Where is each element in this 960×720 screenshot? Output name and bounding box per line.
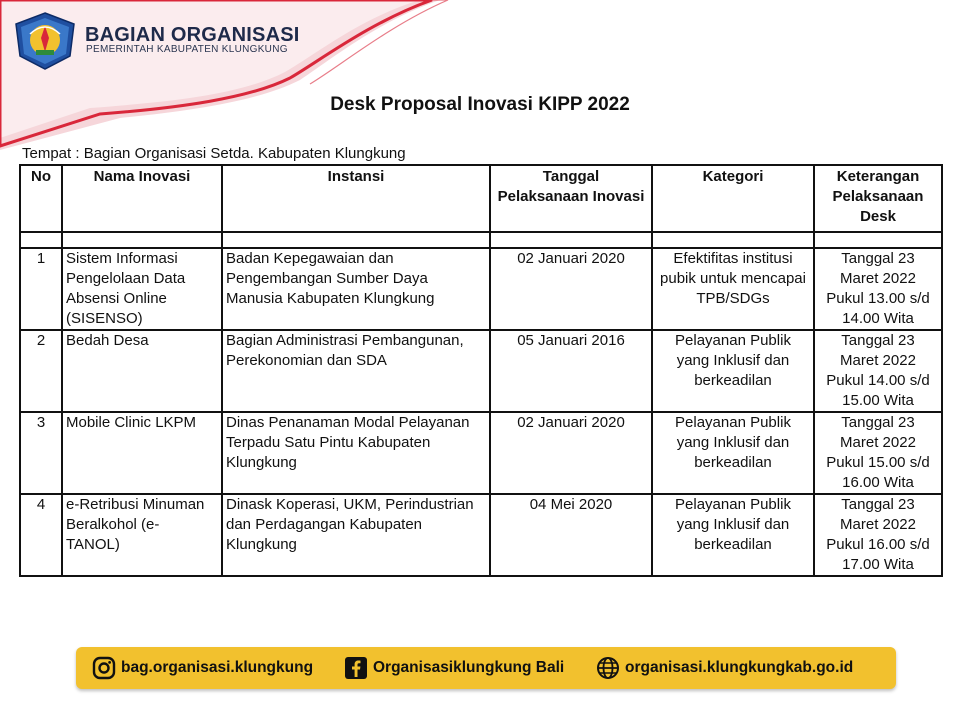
cell-instansi-line: Dinas Penanaman Modal Pelayanan bbox=[226, 414, 470, 431]
cell-instansi-line: Bagian Administrasi Pembangunan, bbox=[226, 332, 464, 349]
instagram-handle: bag.organisasi.klungkung bbox=[121, 659, 314, 676]
header-tanggal-line2: Pelaksanaan Inovasi bbox=[497, 188, 645, 205]
cell-keterangan-line: Tanggal 23 bbox=[841, 414, 915, 431]
cell-nama-inovasi-line: Mobile Clinic LKPM bbox=[66, 414, 197, 431]
cell-no: 3 bbox=[20, 412, 62, 494]
cell-keterangan-line: Pukul 16.00 s/d bbox=[826, 536, 930, 553]
cell-instansi-line: Manusia Kabupaten Klungkung bbox=[226, 290, 435, 307]
cell-kategori-line: TPB/SDGs bbox=[696, 290, 770, 307]
header-decoration bbox=[0, 0, 960, 150]
header-keterangan-line2: Pelaksanaan bbox=[832, 188, 924, 205]
cell-nama-inovasi-line: (SISENSO) bbox=[66, 310, 143, 327]
cell-kategori bbox=[652, 412, 814, 494]
cell-tanggal: 05 Januari 2016 bbox=[490, 330, 652, 412]
header-keterangan-line3: Desk bbox=[860, 208, 896, 225]
cell-kategori-line: Pelayanan Publik bbox=[675, 496, 791, 513]
cell-nama-inovasi bbox=[62, 330, 222, 412]
cell-kategori bbox=[652, 494, 814, 576]
cell-tanggal: 04 Mei 2020 bbox=[490, 494, 652, 576]
cell-keterangan-line: Maret 2022 bbox=[840, 516, 916, 533]
spacer-cell bbox=[814, 232, 942, 248]
cell-keterangan-line: 15.00 Wita bbox=[842, 392, 914, 409]
cell-instansi-line: Klungkung bbox=[226, 454, 297, 471]
cell-kategori-line: Pelayanan Publik bbox=[675, 414, 791, 431]
cell-instansi-line: Klungkung bbox=[226, 536, 297, 553]
header-instansi: Instansi bbox=[222, 165, 490, 232]
cell-keterangan-line: Tanggal 23 bbox=[841, 250, 915, 267]
klungkung-emblem-logo bbox=[14, 12, 76, 70]
cell-kategori-line: pubik untuk mencapai bbox=[660, 270, 806, 287]
cell-nama-inovasi-line: Bedah Desa bbox=[66, 332, 149, 349]
place-text: Tempat : Bagian Organisasi Setda. Kabupaten Klungkung bbox=[22, 145, 406, 162]
header-kategori: Kategori bbox=[652, 165, 814, 232]
cell-kategori bbox=[652, 330, 814, 412]
cell-kategori-line: berkeadilan bbox=[694, 536, 772, 553]
cell-nama-inovasi-line: Sistem Informasi bbox=[66, 250, 178, 267]
header-keterangan bbox=[814, 165, 942, 232]
spacer-cell bbox=[652, 232, 814, 248]
header-no: No bbox=[20, 165, 62, 232]
header-nama-inovasi: Nama Inovasi bbox=[62, 165, 222, 232]
cell-kategori-line: Efektifitas institusi bbox=[673, 250, 793, 267]
header-keterangan-line1: Keterangan bbox=[836, 168, 920, 185]
cell-keterangan-line: Pukul 15.00 s/d bbox=[826, 454, 930, 471]
cell-nama-inovasi-line: e-Retribusi Minuman bbox=[66, 496, 205, 513]
website-url: organisasi.klungkungkab.go.id bbox=[625, 659, 854, 676]
cell-kategori-line: Pelayanan Publik bbox=[675, 332, 791, 349]
cell-keterangan-line: 16.00 Wita bbox=[842, 474, 914, 491]
spacer-cell bbox=[490, 232, 652, 248]
cell-no: 4 bbox=[20, 494, 62, 576]
spacer-cell bbox=[20, 232, 62, 248]
cell-keterangan bbox=[814, 330, 942, 412]
cell-no: 1 bbox=[20, 248, 62, 330]
footer-website[interactable] bbox=[596, 656, 853, 680]
cell-keterangan-line: Tanggal 23 bbox=[841, 332, 915, 349]
brand-subtitle: PEMERINTAH KABUPATEN KLUNGKUNG bbox=[86, 44, 288, 55]
cell-nama-inovasi-line: Absensi Online bbox=[66, 290, 167, 307]
cell-keterangan-line: 17.00 Wita bbox=[842, 556, 914, 573]
cell-nama-inovasi-line: Beralkohol (e- bbox=[66, 516, 160, 533]
cell-keterangan-line: Tanggal 23 bbox=[841, 496, 915, 513]
cell-instansi bbox=[222, 494, 490, 576]
cell-keterangan-line: Pukul 13.00 s/d bbox=[826, 290, 930, 307]
spacer-cell bbox=[62, 232, 222, 248]
cell-instansi-line: dan Perdagangan Kabupaten bbox=[226, 516, 423, 533]
cell-no: 2 bbox=[20, 330, 62, 412]
cell-instansi-line: Badan Kepegawaian dan bbox=[226, 250, 394, 267]
cell-instansi bbox=[222, 330, 490, 412]
cell-instansi-line: Terpadu Satu Pintu Kabupaten bbox=[226, 434, 431, 451]
cell-keterangan bbox=[814, 494, 942, 576]
innovation-table bbox=[19, 164, 943, 577]
cell-kategori-line: berkeadilan bbox=[694, 454, 772, 471]
cell-instansi bbox=[222, 412, 490, 494]
cell-kategori-line: berkeadilan bbox=[694, 372, 772, 389]
cell-keterangan-line: 14.00 Wita bbox=[842, 310, 914, 327]
cell-instansi-line: Pengembangan Sumber Daya bbox=[226, 270, 428, 287]
cell-nama-inovasi bbox=[62, 412, 222, 494]
document-title: Desk Proposal Inovasi KIPP 2022 bbox=[330, 94, 630, 115]
spacer-cell bbox=[222, 232, 490, 248]
instagram-icon bbox=[92, 656, 116, 680]
cell-keterangan-line: Maret 2022 bbox=[840, 352, 916, 369]
cell-kategori-line: yang Inklusif dan bbox=[676, 516, 790, 533]
table-spacer-row bbox=[20, 232, 942, 248]
cell-keterangan bbox=[814, 248, 942, 330]
footer-instagram[interactable] bbox=[92, 656, 313, 680]
brand-title: BAGIAN ORGANISASI bbox=[85, 24, 300, 46]
footer-facebook[interactable] bbox=[344, 656, 564, 680]
footer-social-bar bbox=[76, 647, 896, 689]
cell-nama-inovasi-line: TANOL) bbox=[66, 536, 120, 553]
cell-instansi-line: Perekonomian dan SDA bbox=[226, 352, 387, 369]
table-header-row bbox=[20, 165, 942, 232]
header-tanggal-line1: Tanggal bbox=[542, 168, 600, 185]
cell-keterangan-line: Pukul 14.00 s/d bbox=[826, 372, 930, 389]
table-row bbox=[20, 248, 942, 330]
cell-keterangan-line: Maret 2022 bbox=[840, 270, 916, 287]
cell-instansi-line: Dinask Koperasi, UKM, Perindustrian bbox=[226, 496, 474, 513]
cell-nama-inovasi-line: Pengelolaan Data bbox=[66, 270, 186, 287]
cell-kategori-line: yang Inklusif dan bbox=[676, 434, 790, 451]
globe-icon bbox=[596, 656, 620, 680]
cell-nama-inovasi bbox=[62, 248, 222, 330]
facebook-icon bbox=[344, 656, 368, 680]
table-row bbox=[20, 330, 942, 412]
cell-kategori bbox=[652, 248, 814, 330]
facebook-page: Organisasiklungkung Bali bbox=[373, 659, 565, 676]
cell-tanggal: 02 Januari 2020 bbox=[490, 248, 652, 330]
cell-instansi bbox=[222, 248, 490, 330]
cell-kategori-line: yang Inklusif dan bbox=[676, 352, 790, 369]
table-row bbox=[20, 494, 942, 576]
header-tanggal bbox=[490, 165, 652, 232]
table-row bbox=[20, 412, 942, 494]
cell-tanggal: 02 Januari 2020 bbox=[490, 412, 652, 494]
cell-nama-inovasi bbox=[62, 494, 222, 576]
cell-keterangan-line: Maret 2022 bbox=[840, 434, 916, 451]
cell-keterangan bbox=[814, 412, 942, 494]
